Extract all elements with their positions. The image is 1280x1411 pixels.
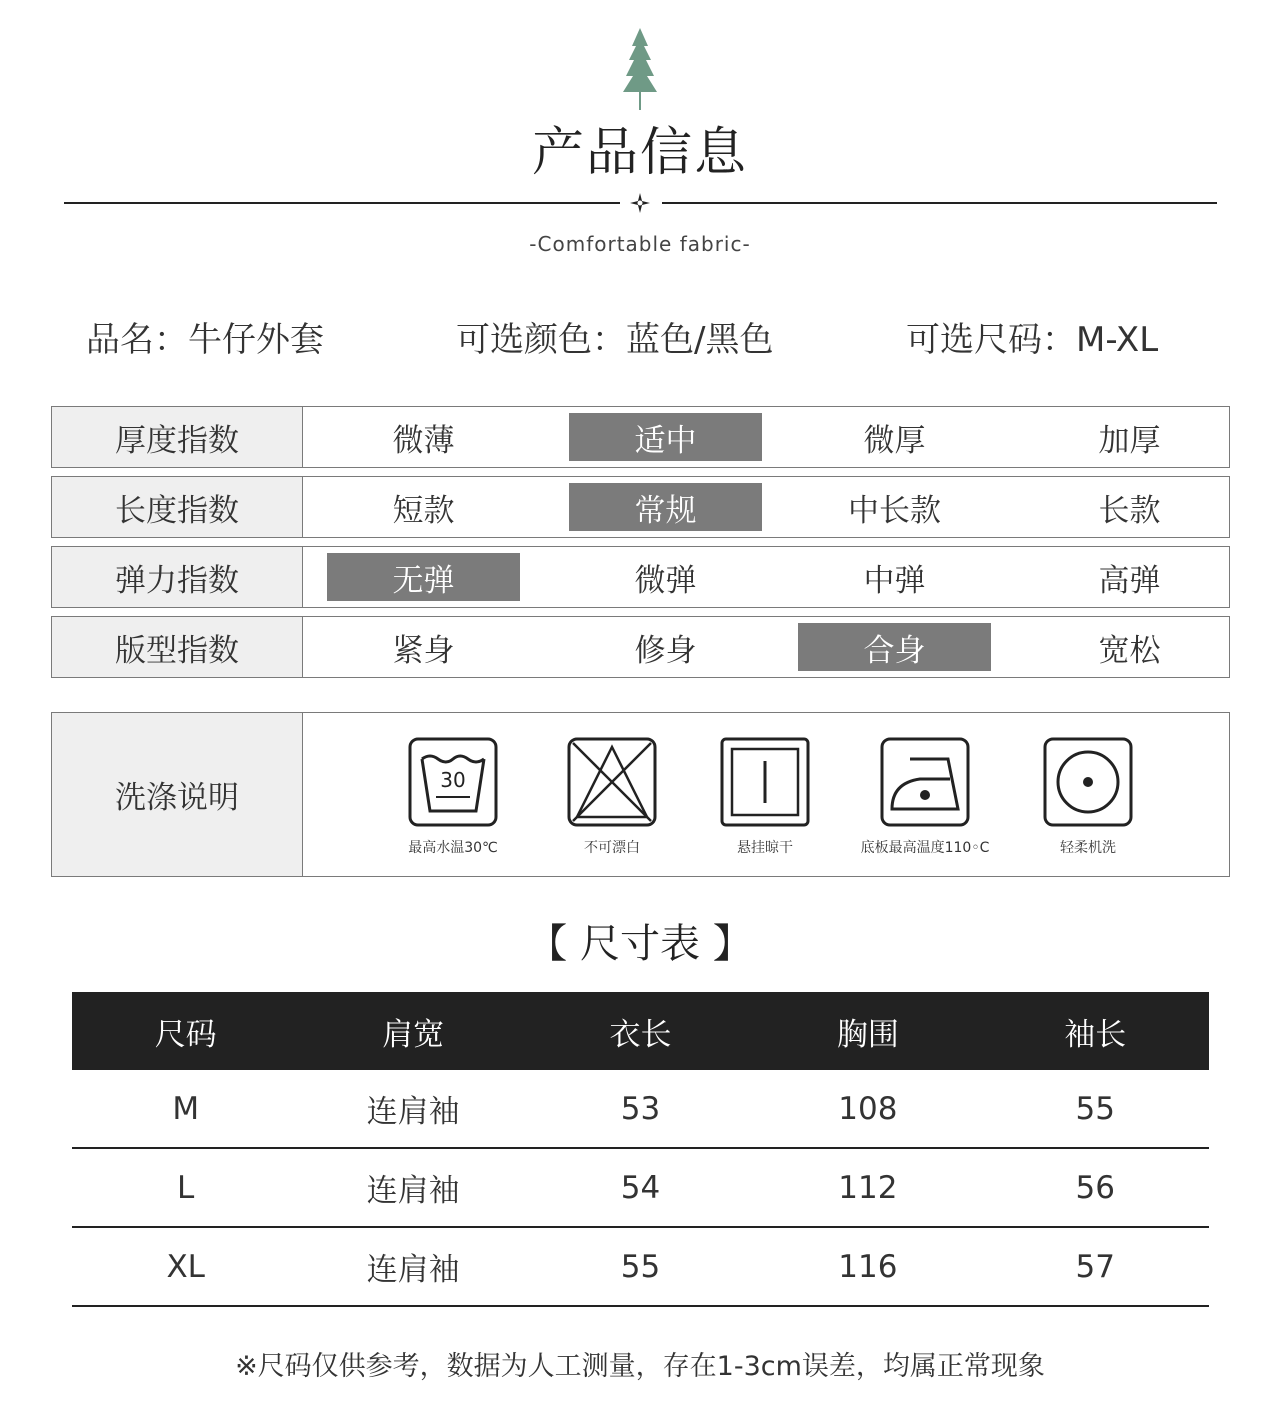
divider-left (64, 202, 620, 204)
index-option: 紧身 (392, 632, 455, 669)
care-label: 悬挂晾干 (737, 840, 793, 856)
care-item (542, 737, 682, 857)
index-option: 微厚 (863, 422, 926, 459)
no-bleach-icon (567, 737, 657, 827)
iron-icon (880, 737, 970, 827)
index-option: 修身 (634, 632, 697, 669)
gentle-wash-icon (1043, 737, 1133, 827)
tree-logo-icon (620, 28, 660, 110)
care-label: 最高水温30℃ (408, 840, 498, 856)
wash-temp-text: 30 (440, 768, 466, 792)
page-title: 产品信息 (531, 123, 748, 183)
page-subtitle: -Comfortable fabric- (529, 232, 751, 256)
index-option-selected: 适中 (569, 413, 762, 461)
care-item (1018, 737, 1158, 857)
index-option: 微薄 (392, 422, 455, 459)
care-label: 不可漂白 (584, 840, 640, 856)
table-row (72, 1227, 1209, 1306)
size-table (72, 992, 1209, 1307)
table-cell: 108 (754, 1070, 981, 1148)
table-cell: 116 (754, 1227, 981, 1306)
washing-instructions (51, 712, 1230, 877)
available-colors: 可选颜色：蓝色/黑色 (456, 320, 774, 360)
table-row (72, 1148, 1209, 1227)
index-label: 版型指数 (52, 617, 303, 677)
table-cell: L (72, 1148, 299, 1227)
table-cell: 56 (982, 1148, 1209, 1227)
table-header-row (72, 992, 1209, 1070)
fit-index-row (51, 616, 1230, 678)
index-label: 厚度指数 (52, 407, 303, 467)
table-cell: 连肩袖 (299, 1148, 526, 1227)
column-header: 胸围 (754, 992, 981, 1070)
index-option: 宽松 (1098, 632, 1161, 669)
length-index-row (51, 476, 1230, 538)
table-cell: 53 (527, 1070, 754, 1148)
index-option: 中弹 (863, 562, 926, 599)
care-item (695, 737, 835, 857)
index-label: 长度指数 (52, 477, 303, 537)
table-cell: 55 (527, 1227, 754, 1306)
thickness-index-row (51, 406, 1230, 468)
index-option: 加厚 (1098, 422, 1161, 459)
care-item (855, 737, 995, 857)
wash-30-icon (408, 737, 498, 827)
care-item (383, 737, 523, 857)
washing-label: 洗涤说明 (52, 713, 303, 876)
elasticity-index-row (51, 546, 1230, 608)
index-option-selected: 常规 (569, 483, 762, 531)
column-header: 肩宽 (299, 992, 526, 1070)
index-option: 中长款 (848, 492, 941, 529)
index-option: 长款 (1098, 492, 1161, 529)
product-name: 品名：牛仔外套 (86, 320, 324, 360)
column-header: 尺码 (72, 992, 299, 1070)
column-header: 衣长 (527, 992, 754, 1070)
size-chart-title: 【 尺寸表 】 (527, 921, 753, 967)
table-cell: 连肩袖 (299, 1070, 526, 1148)
table-cell: 112 (754, 1148, 981, 1227)
divider-right (662, 202, 1217, 204)
table-row (72, 1070, 1209, 1148)
table-cell: M (72, 1070, 299, 1148)
index-option: 微弹 (634, 562, 697, 599)
index-option: 高弹 (1098, 562, 1161, 599)
index-option: 短款 (392, 492, 455, 529)
hang-dry-icon (720, 737, 810, 827)
table-cell: 连肩袖 (299, 1227, 526, 1306)
size-note: ※尺码仅供参考，数据为人工测量，存在1-3cm误差，均属正常现象 (235, 1351, 1045, 1382)
ornament-icon (629, 192, 651, 214)
table-cell: 54 (527, 1148, 754, 1227)
column-header: 袖长 (982, 992, 1209, 1070)
table-cell: XL (72, 1227, 299, 1306)
care-label: 底板最高温度110◦C (860, 840, 990, 856)
table-cell: 55 (982, 1070, 1209, 1148)
index-label: 弹力指数 (52, 547, 303, 607)
table-cell: 57 (982, 1227, 1209, 1306)
care-label: 轻柔机洗 (1060, 840, 1116, 856)
index-option-selected: 无弹 (327, 553, 520, 601)
available-sizes: 可选尺码：M-XL (906, 320, 1159, 360)
index-option-selected: 合身 (798, 623, 991, 671)
